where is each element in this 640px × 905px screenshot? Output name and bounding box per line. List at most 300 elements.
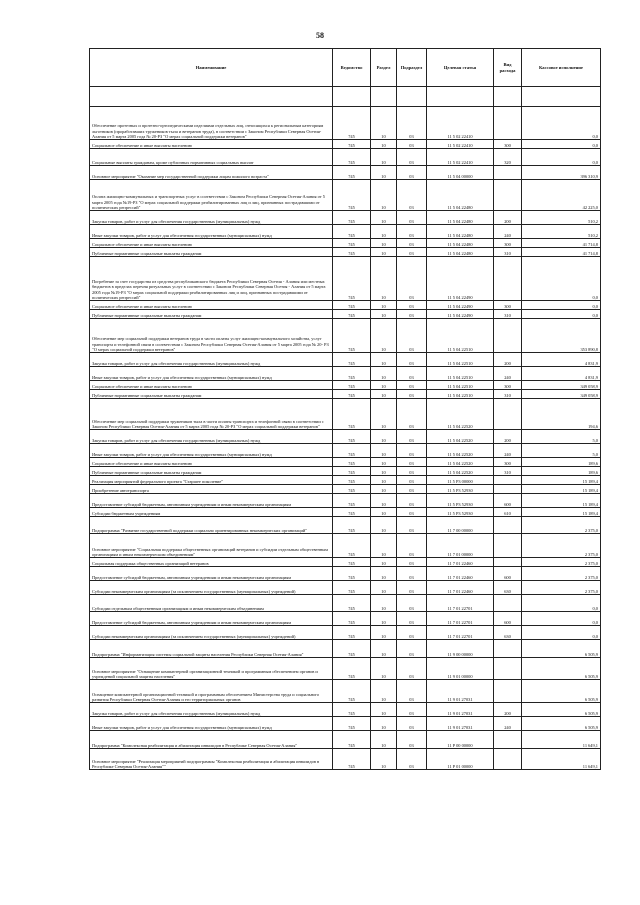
cell-razd: 10 [371,517,397,534]
cell-vr [494,87,522,107]
cell-vr: 600 [494,612,522,626]
cell-razd: 10 [371,149,397,166]
cell-amt: 5,0 [522,444,601,458]
cell-cs: 11 5 04 00000 [427,166,494,180]
cell-cs: 11 5 P3 52930 [427,508,494,517]
cell-podr: 03 [397,399,427,430]
cell-razd: 10 [371,166,397,180]
cell-name: Социальное обеспечение и иные выплаты населению [90,381,333,390]
cell-podr: 03 [397,257,427,301]
cell-cs: 11 5 04 22520 [427,444,494,458]
table-row [90,467,601,476]
header-cs: Целевая статья [427,49,494,87]
cell-vr: 310 [494,310,522,319]
cell-ved: 745 [333,749,371,770]
header-amount: Кассовое исполнение [522,49,601,87]
cell-name: Обеспечение мер социальной поддержки ветеранов труда в части оплаты услуг жилищно-коммунального хозяйства, услуг транспорта и телефонной связи в соответствии с Законом Республики Северная Осетия-Алания от 5 марта 2005 года № 20- РЗ "О мерах социальной поддержки ветеранов" [90,319,333,353]
cell-cs: 11 5 04 22520 [427,458,494,467]
cell-razd: 10 [371,485,397,494]
cell-vr [494,558,522,567]
cell-name: Субсидии бюджетным учреждениям [90,508,333,517]
table-row [90,658,601,680]
cell-amt: 2 375,0 [522,517,601,534]
cell-vr [494,485,522,494]
cell-ved: 745 [333,301,371,310]
cell-cs: 11 5 04 22510 [427,390,494,399]
cell-razd: 10 [371,390,397,399]
cell-podr [397,87,427,107]
cell-podr: 03 [397,458,427,467]
cell-cs: 11 5 04 22480 [427,211,494,225]
table-row [90,703,601,717]
cell-podr: 03 [397,149,427,166]
cell-amt: 2 375,0 [522,558,601,567]
cell-name: Закупка товаров, работ и услуг для обеспечения государственных (муниципальных) нужд [90,211,333,225]
cell-name: Публичные нормативные социальные выплаты гражданам [90,310,333,319]
cell-cs: 11 5 04 22480 [427,248,494,257]
cell-cs: 11 9 00 00000 [427,640,494,658]
cell-ved: 745 [333,494,371,508]
cell-cs: 11 5 02 22410 [427,140,494,149]
cell-razd: 10 [371,107,397,140]
cell-name: Подпрограмма "Развитие государственной поддержки социально ориентированных некоммерческих организаций" [90,517,333,534]
cell-cs: 11 7 01 22460 [427,581,494,595]
cell-ved: 745 [333,310,371,319]
cell-cs: 11 5 P3 52930 [427,494,494,508]
cell-ved: 745 [333,581,371,595]
cell-name: Приобретение автотранспорта [90,485,333,494]
cell-razd: 10 [371,567,397,581]
cell-ved: 745 [333,211,371,225]
table-row [90,558,601,567]
cell-cs: 11 5 P3 52930 [427,485,494,494]
cell-vr [494,476,522,485]
cell-amt: 6 505,9 [522,658,601,680]
cell-razd: 10 [371,381,397,390]
page-number: 58 [316,31,324,40]
cell-podr: 03 [397,211,427,225]
cell-amt: 510,2 [522,225,601,239]
table-row [90,517,601,534]
cell-ved: 745 [333,717,371,731]
cell-amt: 2 375,0 [522,567,601,581]
cell-ved: 745 [333,658,371,680]
cell-amt: 41 714,8 [522,248,601,257]
cell-amt: 396 310,9 [522,166,601,180]
cell-amt: 0,0 [522,595,601,612]
cell-ved: 745 [333,248,371,257]
cell-razd: 10 [371,476,397,485]
cell-razd: 10 [371,581,397,595]
cell-podr: 03 [397,717,427,731]
cell-cs: 11 5 04 22480 [427,180,494,211]
cell-name: Подпрограмма "Комплексная реабилитация и абилитация инвалидов в Республике Северная Осетия-Алания" [90,731,333,749]
cell-vr [494,749,522,770]
cell-vr: 310 [494,248,522,257]
table-row [90,353,601,367]
cell-podr: 03 [397,381,427,390]
cell-podr: 03 [397,731,427,749]
cell-razd: 10 [371,399,397,430]
table-row [90,494,601,508]
cell-podr: 03 [397,166,427,180]
cell-cs: 11 9 01 00000 [427,658,494,680]
cell-cs: 11 9 01 27031 [427,717,494,731]
cell-cs: 11 5 04 22510 [427,319,494,353]
cell-ved: 745 [333,485,371,494]
cell-name: Иные закупки товаров, работ и услуг для обеспечения государственных (муниципальных) нужд [90,367,333,381]
table-row [90,476,601,485]
cell-amt: 6 505,9 [522,717,601,731]
cell-ved: 745 [333,225,371,239]
cell-ved: 745 [333,595,371,612]
cell-vr: 600 [494,567,522,581]
table-row [90,211,601,225]
cell-vr: 300 [494,140,522,149]
cell-name: Основное мероприятие "Оказание мер государственной поддержки лицам пожилого возраста" [90,166,333,180]
cell-razd: 10 [371,367,397,381]
cell-vr: 300 [494,458,522,467]
header-podr: Подраздел [397,49,427,87]
cell-podr: 03 [397,626,427,640]
cell-podr: 03 [397,640,427,658]
cell-vr [494,319,522,353]
cell-razd: 10 [371,558,397,567]
cell-name: Обеспечение мер социальной поддержки тружеников тыла в части оплаты транспорта и телефонной связи в соответствии с Законом Республики Северная Осетия-Алания от 5 марта 2005 года № 20-РЗ "О мерах социальной поддержки ветеранов" [90,399,333,430]
cell-ved: 745 [333,458,371,467]
cell-razd: 10 [371,658,397,680]
cell-cs: 11 9 01 27031 [427,680,494,703]
table-row [90,248,601,257]
cell-vr [494,731,522,749]
table-row [90,567,601,581]
cell-podr: 03 [397,225,427,239]
budget-table [89,48,601,770]
cell-podr: 03 [397,680,427,703]
cell-amt: 194,6 [522,399,601,430]
table-row [90,595,601,612]
cell-ved: 745 [333,640,371,658]
cell-ved: 745 [333,319,371,353]
table-row [90,301,601,310]
cell-podr: 03 [397,107,427,140]
table-row [90,626,601,640]
cell-ved: 745 [333,444,371,458]
cell-podr: 03 [397,444,427,458]
cell-vr: 240 [494,367,522,381]
cell-cs: 11 7 01 22460 [427,567,494,581]
cell-razd: 10 [371,353,397,367]
cell-name: Субсидии некоммерческим организациям (за исключением государственных (муниципальных) учреждений) [90,581,333,595]
table-row [90,149,601,166]
cell-podr: 03 [397,534,427,558]
cell-podr: 03 [397,430,427,444]
cell-podr: 03 [397,476,427,485]
cell-vr [494,680,522,703]
cell-ved: 745 [333,517,371,534]
cell-amt: 11 649,1 [522,749,601,770]
cell-cs: 11 7 01 22460 [427,558,494,567]
cell-razd: 10 [371,612,397,626]
cell-podr: 03 [397,658,427,680]
cell-amt: 4 831,9 [522,367,601,381]
cell-razd: 10 [371,731,397,749]
cell-podr: 03 [397,239,427,248]
cell-name: Социальное обеспечение и иные выплаты населению [90,458,333,467]
cell-amt: 0,0 [522,140,601,149]
cell-podr: 03 [397,581,427,595]
cell-razd: 10 [371,180,397,211]
cell-ved: 745 [333,680,371,703]
cell-razd: 10 [371,508,397,517]
cell-podr: 03 [397,558,427,567]
cell-amt: 41 714,8 [522,239,601,248]
cell-cs: 11 5 04 22480 [427,225,494,239]
cell-name: Социальная поддержка общественных организаций ветеранов [90,558,333,567]
cell-razd: 10 [371,140,397,149]
cell-vr: 200 [494,703,522,717]
cell-razd: 10 [371,717,397,731]
cell-ved: 745 [333,353,371,367]
cell-amt: 189,6 [522,458,601,467]
table-row [90,381,601,390]
cell-ved: 745 [333,558,371,567]
cell-cs: 11 5 04 22520 [427,430,494,444]
cell-razd: 10 [371,494,397,508]
cell-amt: 0,0 [522,612,601,626]
cell-podr: 03 [397,494,427,508]
cell-vr: 300 [494,301,522,310]
header-name: Наименование [90,49,333,87]
cell-cs: 11 5 02 22410 [427,149,494,166]
table-row [90,310,601,319]
cell-vr: 630 [494,626,522,640]
cell-vr [494,399,522,430]
cell-name: Обеспечение протезных и протезно-ортопедическими изделиями отдельных лиц, относящихся к региональным категориям льготников (проработавших тружеников тыла и ветеранов труда), в соответствии с Законом Республики Северная Осетия-Алания от 5 марта 2005 года № 20-РЗ "О мерах социальной поддержки ветеранов" [90,107,333,140]
cell-vr: 200 [494,353,522,367]
cell-name: Основное мероприятие "Социальная поддержка общественных организаций ветеранов и субсидии отдельным общественным организациям и иным некоммерческим объединениям" [90,534,333,558]
cell-vr: 240 [494,225,522,239]
header-vr: Вид расхода [494,49,522,87]
table-row [90,680,601,703]
cell-podr: 03 [397,467,427,476]
cell-name: Предоставление субсидий бюджетным, автономным учреждениям и иным некоммерческим организациям [90,567,333,581]
table-row [90,107,601,140]
cell-amt: 15 189,4 [522,508,601,517]
cell-ved: 745 [333,612,371,626]
cell-vr: 610 [494,508,522,517]
cell-amt: 0,0 [522,301,601,310]
cell-razd [371,87,397,107]
cell-vr: 240 [494,444,522,458]
cell-vr: 310 [494,390,522,399]
cell-podr: 03 [397,140,427,149]
cell-vr [494,595,522,612]
table-row [90,749,601,770]
cell-cs: 11 5 04 22520 [427,399,494,430]
cell-razd: 10 [371,640,397,658]
cell-razd: 10 [371,703,397,717]
cell-cs: 11 P 01 00000 [427,749,494,770]
cell-ved: 745 [333,703,371,717]
table-row [90,140,601,149]
cell-podr: 03 [397,180,427,211]
cell-cs: 11 5 04 22520 [427,467,494,476]
cell-cs: 11 7 01 22701 [427,626,494,640]
cell-podr: 03 [397,612,427,626]
cell-podr: 03 [397,248,427,257]
cell-ved: 745 [333,381,371,390]
cell-vr: 300 [494,239,522,248]
cell-podr: 03 [397,517,427,534]
table-row [90,430,601,444]
cell-ved: 745 [333,239,371,248]
table-row [90,612,601,626]
cell-name: Иные закупки товаров, работ и услуг для обеспечения государственных (муниципальных) нужд [90,444,333,458]
cell-podr: 03 [397,485,427,494]
cell-razd: 10 [371,749,397,770]
cell-name: Публичные нормативные социальные выплаты гражданам [90,248,333,257]
cell-name: Реализация мероприятий федерального проекта "Старшее поколение" [90,476,333,485]
cell-ved: 745 [333,430,371,444]
cell-ved: 745 [333,534,371,558]
cell-cs: 11 9 01 27031 [427,703,494,717]
cell-name: Иные закупки товаров, работ и услуг для обеспечения государственных (муниципальных) нужд [90,225,333,239]
cell-razd: 10 [371,319,397,353]
table-row [90,534,601,558]
cell-cs: 11 5 02 22410 [427,107,494,140]
cell-name: Социальное обеспечение и иные выплаты населению [90,239,333,248]
cell-ved: 745 [333,180,371,211]
cell-ved: 745 [333,626,371,640]
cell-amt: 11 649,1 [522,731,601,749]
cell-amt: 189,6 [522,467,601,476]
table-row [90,731,601,749]
cell-podr: 03 [397,310,427,319]
cell-amt: 349 058,9 [522,390,601,399]
cell-podr: 03 [397,567,427,581]
cell-amt: 42 225,0 [522,180,601,211]
cell-amt: 6 505,9 [522,703,601,717]
cell-razd: 10 [371,248,397,257]
table-row [90,257,601,301]
cell-cs: 11 5 04 22510 [427,353,494,367]
cell-cs: 11 5 04 22510 [427,367,494,381]
table-row [90,485,601,494]
cell-razd: 10 [371,534,397,558]
cell-name: Закупка товаров, работ и услуг для обеспечения государственных (муниципальных) нужд [90,703,333,717]
cell-podr: 03 [397,353,427,367]
cell-amt: 6 505,9 [522,680,601,703]
cell-cs: 11 5 P3 00000 [427,476,494,485]
cell-amt: 2 375,0 [522,581,601,595]
cell-vr: 310 [494,467,522,476]
cell-amt: 15 189,4 [522,494,601,508]
cell-cs: 11 5 04 22510 [427,381,494,390]
cell-vr: 200 [494,211,522,225]
cell-razd: 10 [371,444,397,458]
cell-vr [494,534,522,558]
cell-razd: 10 [371,626,397,640]
cell-cs [427,87,494,107]
cell-vr [494,166,522,180]
cell-name: Субсидии некоммерческим организациям (за исключением государственных (муниципальных) учреждений) [90,626,333,640]
cell-ved: 745 [333,149,371,166]
table-row [90,180,601,211]
cell-amt: 5,0 [522,430,601,444]
cell-razd: 10 [371,225,397,239]
cell-amt: 4 831,9 [522,353,601,367]
cell-amt: 510,2 [522,211,601,225]
cell-cs: 11 7 01 22701 [427,595,494,612]
cell-razd: 10 [371,211,397,225]
cell-cs: 11 P 00 00000 [427,731,494,749]
cell-amt: 0,0 [522,257,601,301]
table-body [90,87,601,770]
cell-amt: 0,0 [522,310,601,319]
cell-podr: 03 [397,367,427,381]
cell-vr [494,517,522,534]
table-header-row [90,49,601,87]
cell-amt: 2 375,0 [522,534,601,558]
cell-name: Подпрограмма "Информатизация системы социальной защиты населения Республики Северная Осетия-Алания" [90,640,333,658]
table-row [90,239,601,248]
cell-vr [494,180,522,211]
cell-ved: 745 [333,731,371,749]
cell-name: Социальное обеспечение и иные выплаты населению [90,140,333,149]
table-row [90,367,601,381]
cell-vr: 600 [494,494,522,508]
cell-name: Социальные выплаты гражданам, кроме публичных нормативных социальных выплат [90,149,333,166]
header-ved: Ведомство [333,49,371,87]
cell-ved: 745 [333,399,371,430]
cell-amt: 349 058,9 [522,381,601,390]
cell-podr: 03 [397,749,427,770]
table-row [90,87,601,107]
header-razd: Раздел [371,49,397,87]
cell-name: Предоставление субсидий бюджетным, автономным учреждениям и иным некоммерческим организациям [90,612,333,626]
cell-ved: 745 [333,508,371,517]
cell-amt: 6 505,9 [522,640,601,658]
cell-name: Закупка товаров, работ и услуг для обеспечения государственных (муниципальных) нужд [90,353,333,367]
table-row [90,319,601,353]
cell-cs: 11 7 00 00000 [427,517,494,534]
cell-ved: 745 [333,567,371,581]
cell-razd: 10 [371,239,397,248]
cell-ved: 745 [333,140,371,149]
table-row [90,444,601,458]
cell-vr [494,107,522,140]
cell-razd: 10 [371,595,397,612]
cell-cs: 11 5 04 22490 [427,257,494,301]
cell-vr: 320 [494,149,522,166]
cell-vr [494,257,522,301]
cell-cs: 11 5 04 22490 [427,310,494,319]
cell-vr: 300 [494,381,522,390]
cell-vr: 200 [494,430,522,444]
cell-ved: 745 [333,166,371,180]
cell-name: Публичные нормативные социальные выплаты гражданам [90,467,333,476]
cell-name: Закупка товаров, работ и услуг для обеспечения государственных (муниципальных) нужд [90,430,333,444]
cell-ved [333,87,371,107]
cell-name: Публичные нормативные социальные выплаты гражданам [90,390,333,399]
cell-razd: 10 [371,680,397,703]
cell-name: Основное мероприятие "Реализация мероприятий подпрограммы "Комплексная реабилитация и абилитация инвалидов в Республике Северная Осетия-Алания"" [90,749,333,770]
cell-amt: 353 890,8 [522,319,601,353]
cell-cs: 11 7 01 00000 [427,534,494,558]
cell-amt: 0,0 [522,149,601,166]
cell-name: Погребение за счет государства из средства республиканского бюджета Республики Северная Осетия - Алания или местных бюджетов в пределах перечня ритуальных услуг в соответствии с Законом Республики Северная Осетия - Алания от 5 марта 2005 года №19-РЗ "О мерах социальной поддержки реабилитированных лиц и лиц, признанных пострадавшими от политических репрессий" [90,257,333,301]
